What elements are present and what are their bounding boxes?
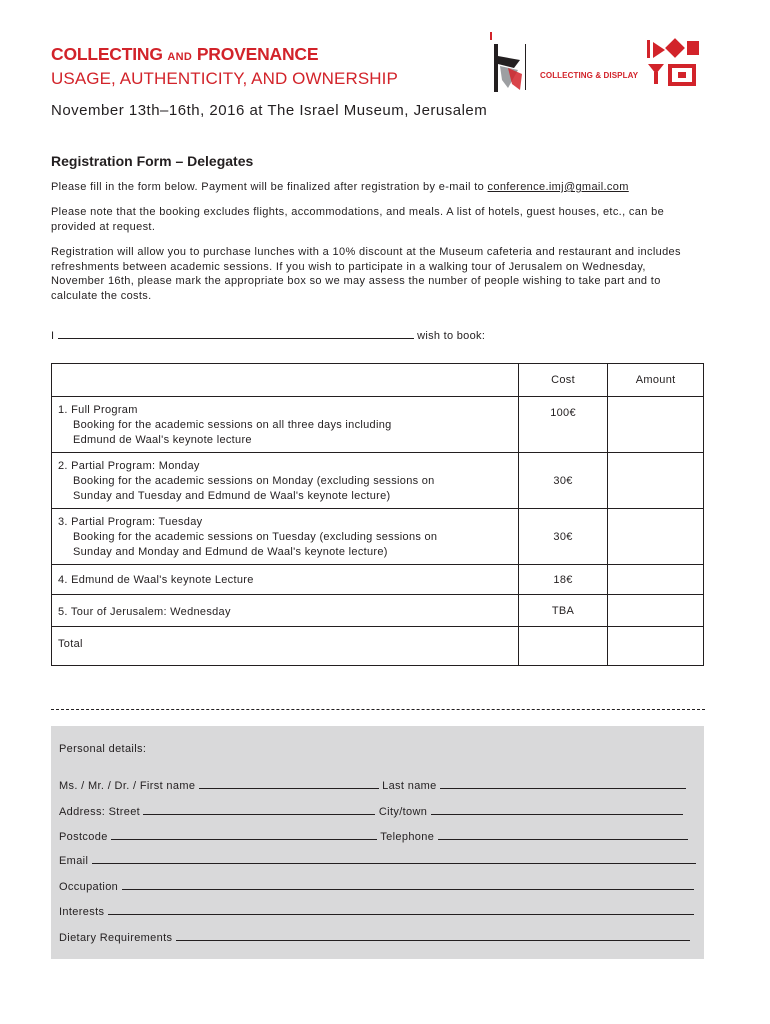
cost-cell: 30€ xyxy=(518,509,608,565)
total-amount-input[interactable] xyxy=(608,627,704,666)
table-row: 3. Partial Program: Tuesday Booking for the academic sessions on Tuesday (excluding sessions on Sunday and Monday and Edmund de Waal's keynote lecture) 30€ xyxy=(52,509,704,565)
cut-line-divider xyxy=(51,709,705,710)
amount-input-monday[interactable] xyxy=(608,453,704,509)
name-blank-field[interactable] xyxy=(58,329,414,339)
table-header-row xyxy=(52,364,704,397)
last-name-field[interactable] xyxy=(440,779,686,789)
personal-details-heading: Personal details: xyxy=(59,743,147,755)
total-cost-cell xyxy=(518,627,608,666)
cost-cell: 100€ xyxy=(518,397,608,453)
table-row: 1. Full Program Booking for the academic sessions on all three days including Edmund de Waal's keynote lecture 100€ xyxy=(52,397,704,453)
cost-cell: 30€ xyxy=(518,453,608,509)
conference-title: COLLECTING AND PROVENANCE xyxy=(51,44,319,64)
amount-input-tuesday[interactable] xyxy=(608,509,704,565)
personal-details-section xyxy=(51,726,704,959)
logo-divider xyxy=(525,44,526,90)
occupation-field[interactable] xyxy=(122,880,694,890)
street-field[interactable] xyxy=(143,805,375,815)
table-row: 2. Partial Program: Monday Booking for the academic sessions on Monday (excluding sessions on Sunday and Tuesday and Edmund de Waal's keynote lecture) 30€ xyxy=(52,453,704,509)
amount-header: Amount xyxy=(608,364,704,397)
amount-input-full-program[interactable] xyxy=(608,397,704,453)
email-row: Email xyxy=(59,854,696,867)
collecting-display-logo-icon xyxy=(484,30,524,92)
collecting-display-label: COLLECTING & DISPLAY xyxy=(540,71,639,80)
booking-table xyxy=(51,363,704,666)
event-date-location: November 13th–16th, 2016 at The Israel Museum, Jerusalem xyxy=(51,102,488,119)
city-field[interactable] xyxy=(431,805,683,815)
booking-note: Please note that the booking excludes flights, accommodations, and meals. A list of hotels, guest houses, etc., can be provided at request. xyxy=(51,206,665,233)
wish-to-book-line: I wish to book: xyxy=(51,330,486,342)
conference-email-link[interactable]: conference.imj@gmail.com xyxy=(487,181,629,193)
name-row: Ms. / Mr. / Dr. / First name Last name xyxy=(59,779,686,792)
telephone-field[interactable] xyxy=(438,830,688,840)
cost-cell: 18€ xyxy=(518,565,608,595)
israel-museum-logo-icon xyxy=(643,38,703,86)
postcode-row: Postcode Telephone xyxy=(59,830,688,843)
payment-instructions: Please fill in the form below. Payment will be finalized after registration by e-mail to conference.imj@gmail.com xyxy=(51,181,629,193)
amount-input-keynote[interactable] xyxy=(608,565,704,595)
form-title: Registration Form – Delegates xyxy=(51,153,254,169)
cost-header: Cost xyxy=(518,364,608,397)
registration-info: Registration will allow you to purchase lunches with a 10% discount at the Museum cafeteria and restaurant and includes refreshments between academic sessions. If you wish to participate in a walking tour of Jerusalem on Wednesday, November 16th, please mark the appropriate box so we may assess the number of people wishing to take part and to calculate the costs. xyxy=(51,246,681,302)
email-field[interactable] xyxy=(92,854,696,864)
table-row: 4. Edmund de Waal's keynote Lecture 18€ xyxy=(52,565,704,595)
dietary-field[interactable] xyxy=(176,931,690,941)
table-row: 5. Tour of Jerusalem: Wednesday TBA xyxy=(52,595,704,627)
conference-subtitle-line: USAGE, AUTHENTICITY, AND OWNERSHIP xyxy=(51,69,398,88)
first-name-field[interactable] xyxy=(199,779,379,789)
interests-field[interactable] xyxy=(108,905,694,915)
occupation-row: Occupation xyxy=(59,880,694,893)
interests-row: Interests xyxy=(59,905,694,918)
amount-input-tour[interactable] xyxy=(608,595,704,627)
postcode-field[interactable] xyxy=(111,830,377,840)
address-row: Address: Street City/town xyxy=(59,805,683,818)
table-total-row: Total xyxy=(52,627,704,666)
cost-cell: TBA xyxy=(518,595,608,627)
dietary-row: Dietary Requirements xyxy=(59,931,690,944)
